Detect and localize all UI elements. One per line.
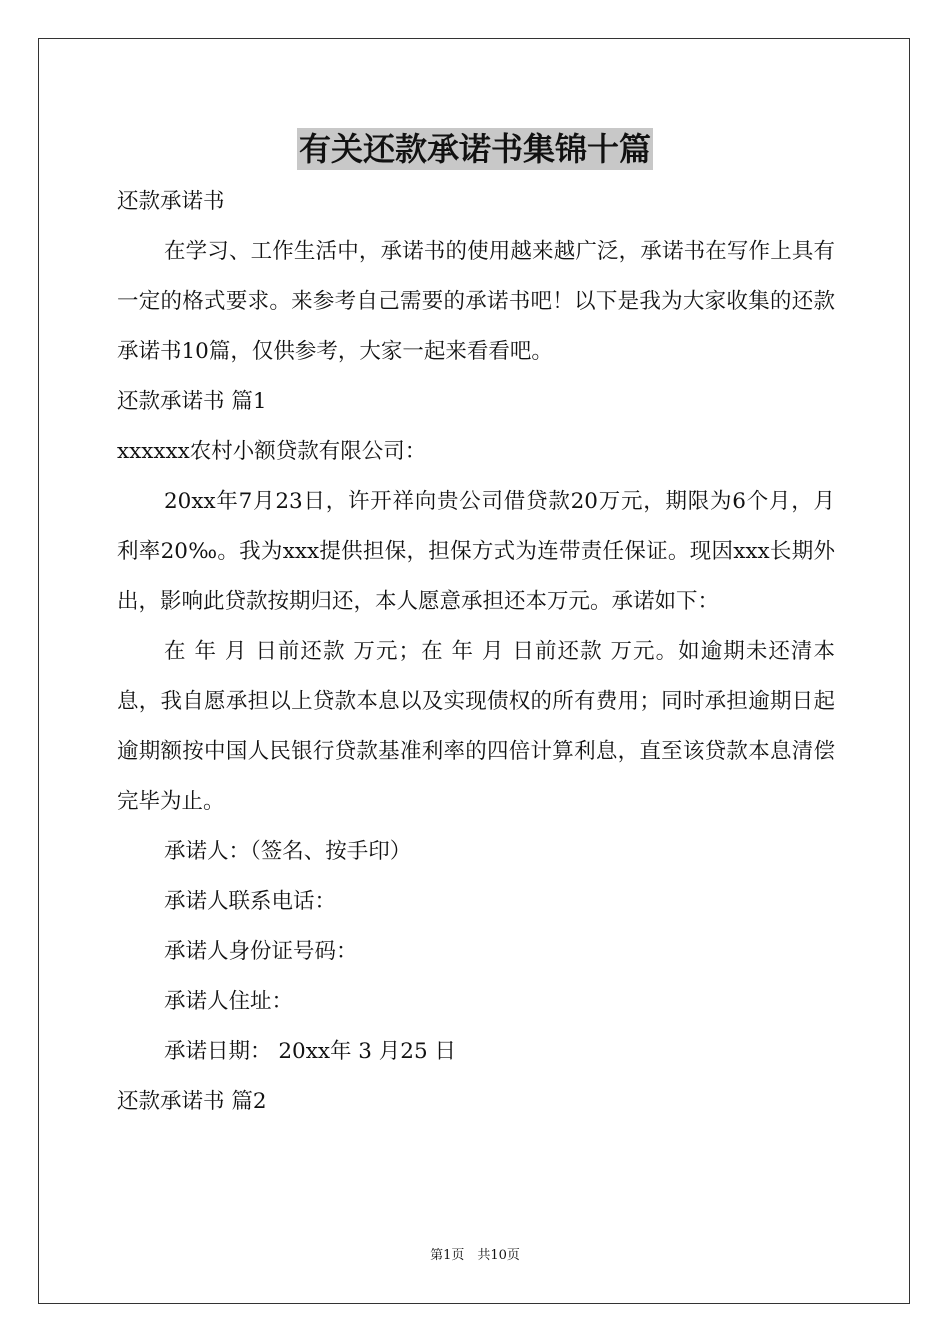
document-body (117, 177, 835, 1127)
title-container (0, 128, 950, 170)
intro-paragraph: 在学习、工作生活中，承诺书的使用越来越广泛，承诺书在写作上具有一定的格式要求。来参考自己需要的承诺书吧！以下是我为大家收集的还款承诺书10篇，仅供参考，大家一起来看看吧。 (117, 239, 835, 364)
body-paragraph: 在 年 月 日前还款 万元；在 年 月 日前还款 万元。如逾期未还清本息，我自愿承担以上贷款本息以及实现债权的所有费用；同时承担逾期日起逾期额按中国人民银行贷款基准利率的四倍计算利息，直至该贷款本息清偿完毕为止。 (117, 639, 835, 814)
addressee-line: xxxxxx农村小额贷款有限公司： (117, 439, 427, 464)
page-number: 第1页 共10页 (430, 1248, 520, 1263)
section-heading: 还款承诺书 (117, 189, 225, 214)
document-title: 有关还款承诺书集锦十篇 (298, 130, 651, 168)
date-line: 承诺日期： 20xx年 3 月25 日 (164, 1039, 456, 1064)
address-line: 承诺人住址： (164, 989, 294, 1014)
phone-line: 承诺人联系电话： (164, 889, 337, 914)
section-heading: 还款承诺书 篇1 (117, 389, 267, 414)
section-heading: 还款承诺书 篇2 (117, 1089, 267, 1114)
id-number-line: 承诺人身份证号码： (164, 939, 358, 964)
page-footer (0, 1246, 950, 1266)
signature-line: 承诺人：（签名、按手印） (164, 839, 412, 864)
body-paragraph: 20xx年7月23日，许开祥向贵公司借贷款20万元，期限为6个月，月利率20‰。我为xxx提供担保，担保方式为连带责任保证。现因xxx长期外出，影响此贷款按期归还，本人愿意承担还本万元。承诺如下： (117, 489, 835, 614)
